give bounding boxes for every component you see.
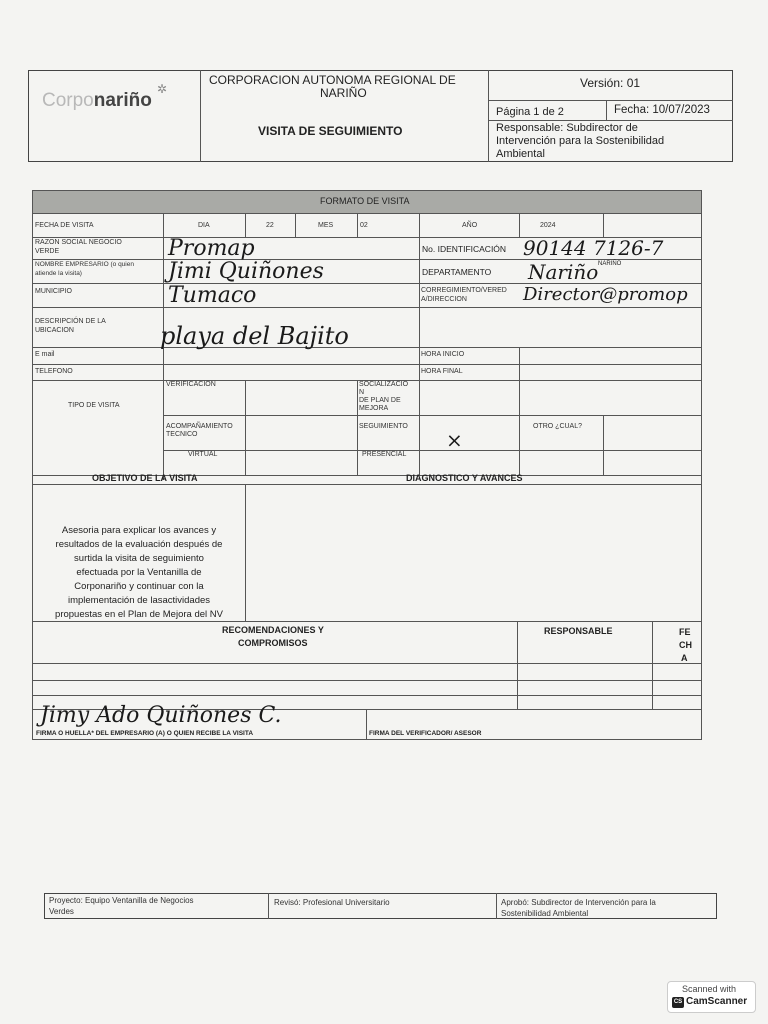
socializacion-label-l3: DE PLAN DE bbox=[359, 397, 401, 404]
fecha-header-l1: FE bbox=[679, 627, 691, 637]
dia-value: 22 bbox=[266, 222, 274, 229]
tipo-visita-label: TIPO DE VISITA bbox=[68, 402, 120, 409]
logo-leaf-icon: ✲ bbox=[157, 82, 168, 96]
corregimiento-label-l2: A/DIRECCION bbox=[421, 296, 467, 303]
fecha-header-l2: CH bbox=[679, 640, 692, 650]
objetivo-header: OBJETIVO DE LA VISITA bbox=[92, 473, 198, 483]
objetivo-line: implementación de lasactividades bbox=[67, 595, 211, 606]
aprobo-l1: Aprobó: Subdirector de Intervención para la bbox=[501, 898, 656, 907]
diagnostico-header: DIAGNOSTICO Y AVANCES bbox=[406, 473, 523, 483]
reviso-label: Revisó: Profesional Universitario bbox=[274, 898, 390, 907]
recomendaciones-header-l1: RECOMENDACIONES Y bbox=[222, 625, 324, 635]
identificacion-value[interactable]: 90144 7126-7 bbox=[523, 236, 664, 260]
aprobo-l2: Sostenibilidad Ambiental bbox=[501, 909, 589, 918]
empresario-label-l2: atiende la visita) bbox=[35, 270, 82, 277]
acompanamiento-label-l1: ACOMPAÑAMIENTO bbox=[166, 423, 233, 430]
objetivo-line: resultados de la evaluación después de bbox=[55, 539, 223, 550]
telefono-label: TELEFONO bbox=[35, 368, 73, 375]
acompanamiento-label-l2: TECNICO bbox=[166, 431, 198, 438]
departamento-value[interactable]: Nariño bbox=[528, 260, 599, 284]
camscanner-badge: CS bbox=[673, 999, 683, 1005]
proyecto-l2: Verdes bbox=[49, 907, 74, 916]
empresario-label-l1: NOMBRE EMPRESARIO (o quien bbox=[35, 261, 134, 268]
signature[interactable]: Jimy Ado Quiñones C. bbox=[40, 703, 282, 728]
fecha-visita-label: FECHA DE VISITA bbox=[35, 222, 94, 229]
mes-label: MES bbox=[318, 222, 334, 229]
responsable-line1: Responsable: Subdirector de bbox=[496, 122, 638, 134]
version-label: Versión: 01 bbox=[580, 76, 641, 90]
logo-prefix: Corpo bbox=[42, 90, 94, 111]
seguimiento-label: SEGUIMIENTO bbox=[359, 423, 408, 430]
corregimiento-value[interactable]: Director@promop bbox=[523, 284, 688, 305]
objetivo-line: efectuada por la Ventanilla de bbox=[76, 567, 202, 578]
empresario-value[interactable]: Jimi Quiñones bbox=[168, 259, 324, 284]
dia-label: DIA bbox=[198, 222, 210, 229]
header-date: Fecha: 10/07/2023 bbox=[614, 104, 710, 116]
ano-value: 2024 bbox=[540, 222, 556, 229]
responsable-header: RESPONSABLE bbox=[544, 626, 613, 636]
scanned-with-text: Scanned with bbox=[682, 984, 737, 994]
descripcion-value[interactable]: playa del Bajito bbox=[160, 322, 349, 350]
municipio-label: MUNICIPIO bbox=[35, 288, 72, 295]
camscanner-watermark bbox=[667, 981, 756, 1013]
municipio-value[interactable]: Tumaco bbox=[168, 283, 257, 308]
recomendaciones-header-l2: COMPROMISOS bbox=[238, 638, 308, 648]
seguimiento-checkmark[interactable]: × bbox=[446, 428, 463, 452]
virtual-label: VIRTUAL bbox=[188, 451, 218, 458]
razon-social-value[interactable]: Promap bbox=[168, 236, 255, 261]
proyecto-l1: Proyecto: Equipo Ventanilla de Negocios bbox=[49, 896, 194, 905]
objetivo-line: Corponariño y continuar con la bbox=[74, 581, 204, 592]
departamento-label: DEPARTAMENTO bbox=[422, 267, 492, 277]
descripcion-label-l1: DESCRIPCIÓN DE LA bbox=[35, 318, 106, 325]
responsable-line3: Ambiental bbox=[496, 148, 545, 160]
mes-value: 02 bbox=[360, 222, 368, 229]
objetivo-line: Asesoria para explicar los avances y bbox=[61, 525, 217, 536]
socializacion-label-l1: SOCIALIZACIO bbox=[359, 381, 409, 388]
logo-suffix: nariño bbox=[93, 90, 152, 111]
firma-verificador-label: FIRMA DEL VERIFICADOR/ ASESOR bbox=[369, 730, 482, 737]
camscanner-logo-icon bbox=[672, 997, 684, 1008]
socializacion-label-l4: MEJORA bbox=[359, 405, 389, 412]
camscanner-brand: CamScanner bbox=[686, 996, 748, 1007]
responsable-line2: Intervención para la Sostenibilidad bbox=[496, 135, 665, 147]
objetivo-text bbox=[36, 524, 242, 622]
fecha-header-l3: A bbox=[681, 653, 688, 663]
form-title: FORMATO DE VISITA bbox=[320, 196, 410, 206]
visit-form bbox=[32, 190, 702, 740]
ano-label: AÑO bbox=[462, 222, 478, 229]
firma-empresario-label: FIRMA O HUELLA* DEL EMPRESARIO (A) O QUIEN RECIBE LA VISITA bbox=[36, 730, 254, 737]
logo bbox=[42, 90, 152, 112]
org-name-line2: NARIÑO bbox=[320, 86, 367, 100]
org-name-line1: CORPORACION AUTONOMA REGIONAL DE bbox=[209, 73, 456, 87]
otro-cual-label: OTRO ¿CUAL? bbox=[533, 423, 583, 430]
objetivo-line: surtida la visita de seguimiento bbox=[74, 553, 204, 564]
socializacion-label-l2: N bbox=[359, 389, 365, 396]
page-number: Página 1 de 2 bbox=[496, 106, 564, 118]
corregimiento-label-l1: CORREGIMIENTO/VERED bbox=[421, 287, 507, 294]
identificacion-label: No. IDENTIFICACIÓN bbox=[422, 244, 507, 254]
hora-final-label: HORA FINAL bbox=[421, 368, 463, 375]
verificacion-label: VERIFICACION bbox=[166, 381, 216, 388]
email-label: E mail bbox=[35, 351, 55, 358]
presencial-label: PRESENCIAL bbox=[362, 451, 407, 458]
hora-inicio-label: HORA INICIO bbox=[421, 351, 465, 358]
objetivo-line: propuestas en el Plan de Mejora del NV bbox=[55, 609, 223, 620]
descripcion-label-l2: UBICACION bbox=[35, 327, 74, 334]
razon-social-label-l2: VERDE bbox=[35, 248, 60, 255]
razon-social-label-l1: RAZON SOCIAL NEGOCIO bbox=[35, 239, 122, 246]
document-title: VISITA DE SEGUIMIENTO bbox=[258, 124, 403, 138]
departamento-printed: NARIÑO bbox=[598, 261, 622, 267]
